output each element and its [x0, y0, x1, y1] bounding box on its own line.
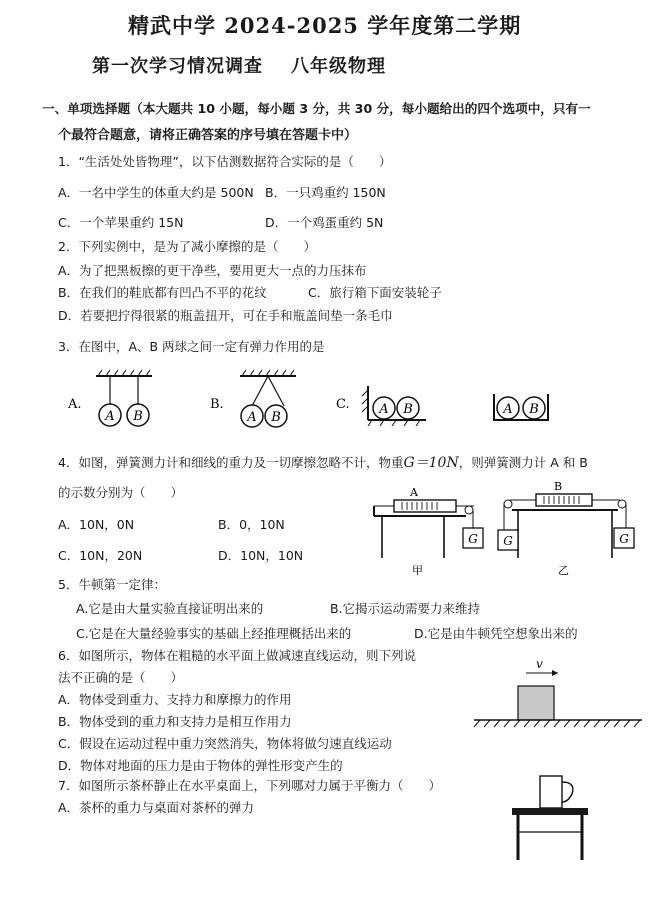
- q4-stem-part2: ，则弹簧测力计 A 和 B: [458, 455, 588, 470]
- q4-figure-yi: [496, 480, 646, 578]
- q3-label-a: A.: [68, 397, 82, 412]
- q4-jia-weight: G: [468, 532, 478, 546]
- q7-figure: [504, 772, 594, 864]
- q2-stem: 2．下列实例中，是为了减小摩擦的是（ ）: [58, 239, 316, 254]
- q1-option-c: C．一个苹果重约 15N: [58, 215, 184, 230]
- q6-option-b: B．物体受到的重力和支持力是相互作用力: [58, 714, 292, 729]
- q3-stem: 3．在图中，A、B 两球之间一定有弹力作用的是: [58, 339, 325, 354]
- q6-option-a: A．物体受到重力、支持力和摩擦力的作用: [58, 692, 292, 707]
- q2-option-b: B．在我们的鞋底都有凹凸不平的花纹: [58, 285, 267, 300]
- q4-option-c: C．10N，20N: [58, 548, 143, 563]
- subtitle-left: 第一次学习情况调查: [92, 56, 263, 77]
- q6-figure: [470, 656, 645, 731]
- q4-figure-jia: [374, 486, 494, 576]
- q5-option-c: C.它是在大量经验事实的基础上经推理概括出来的: [76, 626, 352, 641]
- q1-stem: 1．“生活处处皆物理”，以下估测数据符合实际的是（ ）: [58, 154, 392, 169]
- q4-fig-label-yi: 乙: [558, 564, 569, 577]
- q6-velocity-label: v: [536, 657, 543, 671]
- q4-fig-label-jia: 甲: [412, 564, 423, 577]
- q7-option-a: A．茶杯的重力与桌面对茶杯的弹力: [58, 800, 255, 815]
- q3b-ball-a: A: [247, 410, 257, 425]
- q1-option-d: D．一个鸡蛋重约 5N: [265, 215, 384, 230]
- q6-option-d: D．物体对地面的压力是由于物体的弹性形变产生的: [58, 758, 343, 773]
- q2-option-c: C．旅行箱下面安装轮子: [308, 285, 442, 300]
- q3b-ball-b: B: [271, 410, 281, 425]
- q5-stem: 5．牛顿第一定律：: [58, 577, 166, 592]
- q2-option-d: D．若要把拧得很紧的瓶盖扭开，可在手和瓶盖间垫一条毛巾: [58, 308, 393, 323]
- q4-option-b: B．0，10N: [218, 517, 285, 532]
- exam-subtitle: [92, 52, 386, 78]
- subtitle-right: 八年级物理: [291, 56, 386, 77]
- q4-stem-part1: 4．如图，弹簧测力计和细线的重力及一切摩擦忽略不计，物重: [58, 455, 404, 470]
- q3a-ball-a: A: [105, 409, 115, 424]
- q4-yi-weight-left: G: [503, 534, 513, 548]
- q4-stem: [58, 452, 588, 472]
- q5-option-a: A.它是由大量实验直接证明出来的: [76, 601, 264, 616]
- q2-option-a: A．为了把黑板擦的更干净些，要用更大一点的力压抹布: [58, 263, 367, 278]
- q6-stem-line1: 6．如图所示，物体在粗糙的水平面上做减速直线运动，则下列说: [58, 648, 416, 663]
- section-heading-line1: 一、单项选择题（本大题共 10 小题，每小题 3 分，共 30 分，每小题给出的四个选项中，只有一: [42, 101, 591, 116]
- q1-option-b: B．一只鸡重约 150N: [265, 185, 386, 200]
- q3-label-c: C.: [336, 397, 350, 412]
- q3-figure-b: [206, 370, 306, 430]
- q3c-ball-b: B: [403, 402, 413, 417]
- q3d-ball-b: B: [529, 402, 539, 417]
- q4-meter-a-label: A: [410, 486, 418, 499]
- q5-option-d: D.它是由牛顿凭空想象出来的: [414, 626, 578, 641]
- q4-stem-equation: G＝10N: [403, 455, 459, 471]
- q6-option-c: C．假设在运动过程中重力突然消失，物体将做匀速直线运动: [58, 736, 392, 751]
- q3-figure-a: [66, 370, 156, 430]
- section-heading-line2: 个最符合题意，请将正确答案的序号填在答题卡中）: [58, 128, 358, 143]
- q5-option-b: B.它揭示运动需要力来维持: [330, 601, 481, 616]
- q3-label-b: B.: [210, 397, 224, 412]
- q3d-ball-a: A: [503, 402, 513, 417]
- exam-title: 精武中学 2024-2025 学年度第二学期: [128, 13, 522, 38]
- q4-option-a: A．10N，0N: [58, 517, 135, 532]
- q3-figure-d: [490, 392, 554, 424]
- q1-option-a: A．一名中学生的体重大约是 500N: [58, 185, 254, 200]
- q4-option-d: D．10N，10N: [218, 548, 304, 563]
- q4-stem-line2: 的示数分别为（ ）: [58, 485, 184, 500]
- q7-stem: 7．如图所示茶杯静止在水平桌面上，下列哪对力属于平衡力（ ）: [58, 778, 441, 793]
- q4-yi-weight-right: G: [619, 532, 629, 546]
- q3c-ball-a: A: [379, 402, 389, 417]
- q4-meter-b-label: B: [554, 480, 563, 493]
- q3a-ball-b: B: [133, 409, 143, 424]
- q6-stem-line2: 法不正确的是（ ）: [58, 670, 184, 685]
- q3-figure-c: [334, 380, 434, 430]
